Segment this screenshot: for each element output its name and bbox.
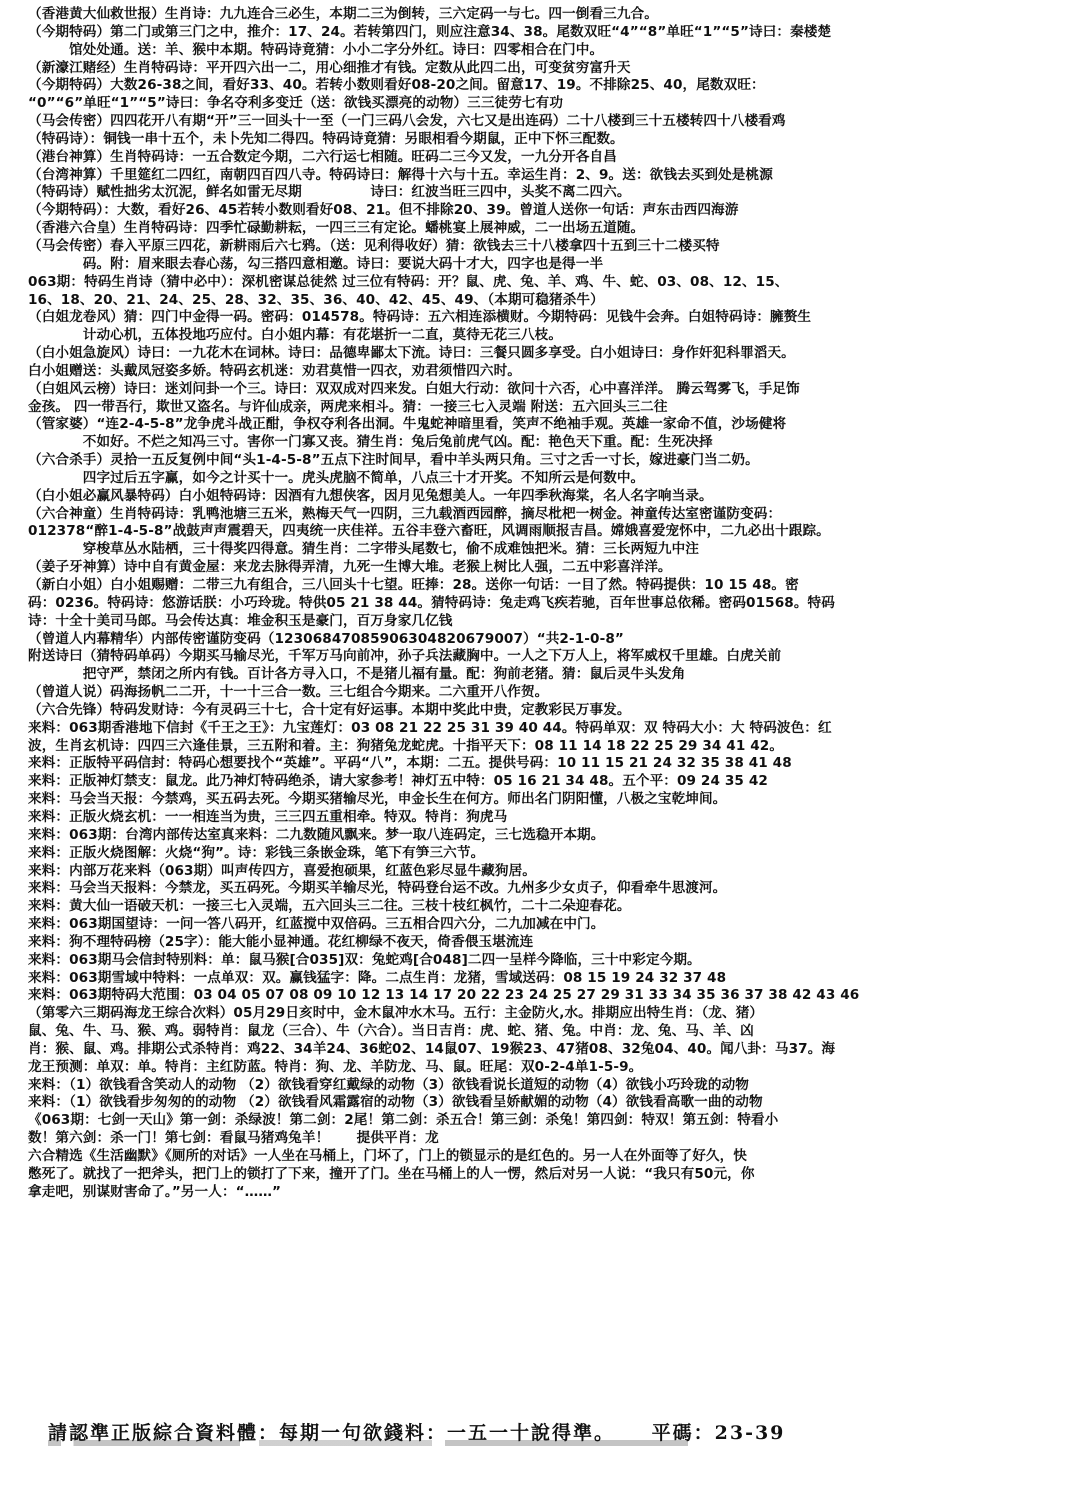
footer-text: 請認準正版綜合資料體：每期一句欲錢料：一五一十說得準。 bbox=[48, 1422, 616, 1444]
text-line: 馆处处通。送：羊、猴中本期。特码诗竟猜：小小二字分外红。诗曰：四零相合在门中。 bbox=[28, 41, 604, 58]
text-line: （马会传密）春入平原三四花，新耕雨后六七鸦。（送：见利得收好）猜：欲钱去三十八楼拿四十五到三十二楼买特 bbox=[28, 237, 720, 254]
text-line: 来料：正版特平码信封：特码心想要找个“英雄”。平码“八”，本期：二五。提供号码：10 11 15 21 24 32 35 38 41 48 bbox=[28, 755, 792, 772]
text-line: （香港六合皇）生肖特码诗：四季忙碌勤耕耘，一四三三有定论。蟠桃宴上展神威，二一出场五道随。 bbox=[28, 220, 645, 237]
text-line: 来料：内部万花来料（063期）叫声传四方，喜爱抱硕果，红蓝色彩尽显牛藏狗居。 bbox=[28, 862, 536, 879]
text-line: （六合先锋）特码发财诗：今有灵码三十七，合十定有好运事。本期中奖此中贵，定教彩民万事发。 bbox=[28, 701, 631, 718]
text-line: 拿走吧，别谋财害命了。”另一人：“……” bbox=[28, 1183, 282, 1200]
text-line: 012378“醉1-4-5-8”战鼓声声震碧天，四夷统一庆佳祥。五谷丰登六畜旺，风调雨顺报吉昌。嫦娥喜爱宠怀中，二九必出十跟踪。 bbox=[28, 523, 830, 540]
text-line: （姜子牙神算）诗中自有黄金屋：来龙去脉得弄清，九死一生博大堆。老猴上树比人强，二五中彩喜洋洋。 bbox=[28, 559, 672, 576]
text-line: 来料：正版火烧玄机：一一相连当为贵，三三四五重相牵。特双。特肖：狗虎马 bbox=[28, 808, 508, 825]
text-line: 憋死了。就找了一把斧头，把门上的锁打了下来，撞开了门。坐在马桶上的人一愣，然后对另一人说：“我只有50元，你 bbox=[28, 1165, 755, 1182]
text-line: 穿梭草丛水陆栖，三十得奖四得意。猜生肖：二字带头尾数七，偷不成难蚀把米。猜：三长两短九中注 bbox=[28, 541, 699, 558]
text-line: （曾道人内幕精华）内部传密谨防变码（12306847085906304820679007）“共2-1-0-8” bbox=[28, 630, 624, 647]
text-line: （特码诗）：铜钱一串十五个，未卜先知二得四。特码诗竟猜：另眼相看今期鼠，正中下怀三配数。 bbox=[28, 130, 624, 147]
text-line: 附送诗曰（猜特码单码）今期买马输尽光，千军万马向前冲，孙子兵法藏胸中。一人之下万人上，将军威权千里雄。白虎关前 bbox=[28, 648, 782, 665]
text-line: （特码诗）赋性拙劣太沉泥，鲜名如雷无尽期 诗曰：红波当旺三四中，头奖不离二四六。 bbox=[28, 184, 631, 201]
text-line: 把守严，禁闭之所内有钱。百计各方寻入口，不是猪儿福有量。配：狗前老猪。猜：鼠后灵牛头发角 bbox=[28, 666, 686, 683]
text-line: 来料：正版神灯禁支：鼠龙。此乃神灯特码绝杀，请大家参考！神灯五中特：05 16 21 34 48。五个平：09 24 35 42 bbox=[28, 773, 768, 790]
text-line: （今期特码）大数26-38之间，看好33、40。若转小数则看好08-20之间。留意17、19。不排除25、40，尾数双旺： bbox=[28, 77, 765, 94]
text-line: 来料：063期香港地下信封《千王之王》：九宝莲灯：03 08 21 22 25 31 39 40 44。特码单双：双 特码大小：大 特码波色：红 bbox=[28, 719, 832, 736]
text-line: 六合精选《生活幽默》《厕所的对话》一人坐在马桶上，门坏了，门上的锁显示的是红色的。另一人在外面等了好久，快 bbox=[28, 1148, 747, 1164]
text-line: 来料：马会当天报料：今禁龙，买五码死。今期买羊输尽光，特码登台运不改。九州多少女贞子，仰看牵牛思渡河。 bbox=[28, 880, 727, 897]
text-line: 《063期：七剑一天山》第一剑：杀绿波！第二剑：2尾！第二剑：杀五合！第三剑：杀兔！第四剑：特双！第五剑：特看小 bbox=[28, 1112, 779, 1129]
document-body bbox=[28, 6, 1043, 1202]
text-line: 063期：特码生肖诗（猜中必中）：深机密谋总徒然 过三位有特码：开？鼠、虎、兔、羊、鸡、牛、蛇、03、08、12、15、 bbox=[28, 273, 789, 290]
text-line: 来料：063期马会信封特别料：单：鼠马猴[合035]双：兔蛇鸡[合048]二四一呈样今降临，三十中彩定今期。 bbox=[28, 951, 701, 968]
footer bbox=[48, 1418, 1028, 1445]
text-line: （六合神童）生肖特码诗：乳鸭池塘三五米，熟梅天气一四阴，三九载酒西园醉，摘尽枇杷一树金。神童传达室密谨防变码： bbox=[28, 505, 782, 522]
text-line: 来料：正版火烧图解：火烧“狗”。诗：彩钱三条嵌金珠，笔下有笋三六节。 bbox=[28, 844, 485, 861]
text-line: （第零六三期码海龙王综合次料）05月29日亥时中，金木鼠冲水木马。五行：主金防火,水。排期应出特生肖：（龙、猪） bbox=[28, 1005, 764, 1022]
text-line: （六合杀手）灵拾一五反复例中间“头1-4-5-8”五点下注时间早，看中羊头两只角。三寸之舌一寸长，嫁进豪门当二奶。 bbox=[28, 452, 759, 469]
text-line: 鼠、兔、牛、马、猴、鸡。弱特肖：鼠龙（三合）、牛（六合）。当日吉肖：虎、蛇、猪、兔。中肖：龙、兔、马、羊、凶 bbox=[28, 1023, 754, 1040]
text-line: （管家婆）“连2-4-5-8”龙争虎斗战正酣，争权夺利各出洞。牛鬼蛇神暗里看，笑声不绝袖手观。英雄一家命不值，沙场健将 bbox=[28, 416, 787, 433]
text-line: 肖：猴、鼠、鸡。排期公式杀特肖：鸡22、34羊24、36蛇02、14鼠07、19猴23、47猪08、32兔04、40。闻八卦：马37。海 bbox=[28, 1040, 836, 1057]
text-line: 来料：黄大仙一语破天机：一接三七入灵端，五六回头三二往。三枝十枝红枫竹，二十二朵迎春花。 bbox=[28, 898, 631, 915]
text-line: （曾道人说）码海扬帆二二开，十一十三合一数。三七组合今期来。二六重开八作贺。 bbox=[28, 684, 549, 701]
footer-code: 平碼：23-39 bbox=[651, 1422, 786, 1444]
text-line: 来料：（1）欲钱看步匆匆的的动物 （2）欲钱看风霜露宿的动物（3）欲钱看呈娇献媚的动物（4）欲钱看高歌一曲的动物 bbox=[28, 1094, 763, 1111]
text-line: （今期特码）第二门或第三门之中，推介：17、24。若转第四门，则应注意34、38。尾数双旺“4”“8”单旺“1”“5”诗曰：秦楼楚 bbox=[28, 23, 832, 40]
text-line: （白姐龙卷风）猜：四门中金得一码。密码：014578。特码诗：五六相连添横财。今期特码：见钱牛会奔。白姐特码诗：臃赘生 bbox=[28, 309, 812, 326]
text-line: “0”“6”单旺“1”“5”诗曰：争名夺利多变迁（送：欲钱买漂亮的动物）三三徒劳七有功 bbox=[28, 95, 564, 112]
text-line: 不如好。不烂之知冯三寸。害你一门寡又丧。猜生肖：兔后兔前虎气凶。配：艳色天下重。配：生死决择 bbox=[28, 434, 713, 451]
text-line: 来料：马会当天报：今禁鸡，买五码去死。今期买猪输尽光，申金长生在何方。师出名门阴阳懂，八极之宝乾坤间。 bbox=[28, 791, 727, 808]
text-line: 波，生肖玄机诗：四四三六逢佳景，三五附和着。主：狗猪兔龙蛇虎。十指平天下：08 11 14 18 22 25 29 34 41 42。 bbox=[28, 737, 784, 754]
text-line: 龙王预测：单双：单。特肖：主红防蓝。特肖：狗、龙、羊防龙、马、鼠。旺尾：双0-2-4单1-5-9。 bbox=[28, 1058, 643, 1075]
text-line: 来料：狗不理特码榜（25字）：能大能小显神通。花红柳绿不夜天，倚香偎玉堪流连 bbox=[28, 933, 534, 950]
text-line: 来料：063期特码大范围：03 04 05 07 08 09 10 12 13 14 17 20 22 23 24 25 27 29 31 33 34 35 36 37 38 42 43 46 bbox=[28, 987, 860, 1004]
text-line: 码：0236。特码诗：悠游话朕：小巧玲珑。特供05 21 38 44。猜特码诗：兔走鸡飞疾若驰，百年世事总依稀。密码01568。特码 bbox=[28, 594, 835, 611]
text-line: 计动心机，五体投地巧应付。白小姐内幕：有花堪折一二直，莫待无花三八枝。 bbox=[28, 327, 563, 344]
text-line: （白小姐必赢风暴特码）白小姐特码诗：因酒有九想侠客，因月见兔想美人。一年四季秋海棠，名人名字响当录。 bbox=[28, 487, 713, 504]
text-line: （港台神算）生肖特码诗：一五合数定今期，二六行运七相随。旺码二三今又发，一九分开各自昌 bbox=[28, 148, 617, 165]
text-line: （今期特码）：大数，看好26、45若转小数则看好08、21。但不排除20、39。曾道人送你一句话：声东击西四海游 bbox=[28, 202, 739, 219]
text-line: （马会传密）四四花开八有期“开”三一回头十一至（一门三码八会发，六七又是出连码）二十八楼到三十五楼转四十八楼看鸡 bbox=[28, 113, 786, 130]
text-line: （白小姐急旋风）诗曰：一九花木在词林。诗曰：品德卑鄙太下流。诗曰：三餐只圆多享受。白小姐诗曰：身作奸犯科罪滔天。 bbox=[28, 345, 795, 362]
text-line: （台湾神算）千里筵红二四红，南朝四百四八寺。特码诗曰：解得十六与十五。幸运生肖：2、9。送：欲钱去买到处是桃源 bbox=[28, 166, 773, 183]
text-line: 来料：063期：台湾内部传达室真来料：二九数随风飘来。梦一取八连码定，三七选稳开本期。 bbox=[28, 826, 605, 843]
text-line: 16、18、20、21、24、25、28、32、35、36、40、42、45、49、（本期可稳猪杀牛） bbox=[28, 291, 604, 308]
text-line: 金孩。 四一带吾行，欺世又盗名。与许仙成亲，两虎来相斗。猜：一接三七入灵端 附送：五六回头三二往 bbox=[28, 398, 668, 415]
text-line: 来料：（1）欲钱看含笑动人的动物 （2）欲钱看穿红戴绿的动物（3）欲钱看说长道短的动物（4）欲钱小巧玲珑的动物 bbox=[28, 1076, 749, 1093]
text-line: 码。附：眉来眼去春心荡，勾三搭四意相邀。诗曰：要说大码十才大，四字也是得一半 bbox=[28, 255, 604, 272]
text-line: 四字过后五字赢，如今之计买十一。虎头虎脑不简单，八点三十才开奖。不知所云是何数中。 bbox=[28, 469, 645, 486]
text-line: 白小姐赠送：头戴凤冠姿多娇。特码玄机迷：劝君莫惜一四衣，劝君须惜四六时。 bbox=[28, 362, 521, 379]
text-line: 诗：十全十美司马郎。马会传达真：堆金积玉是豪门，百万身家几亿钱 bbox=[28, 612, 453, 629]
text-line: （新濠江赌经）生肖特码诗：平开四六出一二，用心细推才有钱。定数从此四二出，可变贫穷富升天 bbox=[28, 59, 631, 76]
text-line: 数！第六剑：杀一门！第七剑：看鼠马猪鸡兔羊！ 提供平肖：龙 bbox=[28, 1130, 439, 1147]
text-line: 来料：063期雪域中特料：一点单双：双。赢钱猛字：降。二点生肖：龙猪，雪域送码：08 15 19 24 32 37 48 bbox=[28, 969, 727, 986]
text-line: （香港黄大仙救世报）生肖诗：九九连合三必生，本期二三为倒转，三六定码一与七。四一倒看三九合。 bbox=[28, 6, 658, 22]
text-line: （白姐风云榜）诗曰：迷刘问卦一个三。诗曰：双双成对四来发。白姐大行动：欲问十六否，心中喜洋洋。 腾云驾雾飞，手足饰 bbox=[28, 380, 800, 397]
text-line: 来料：063期国望诗：一问一答八码开，红蓝搅中双倍码。三五相合四六分，二九加减在中门。 bbox=[28, 916, 605, 933]
text-line: （新白小姐）白小姐赐赠：二带三九有组合，三八回头十七望。旺捧：28。送你一句话：一目了然。特码提供：10 15 48。密 bbox=[28, 577, 799, 593]
